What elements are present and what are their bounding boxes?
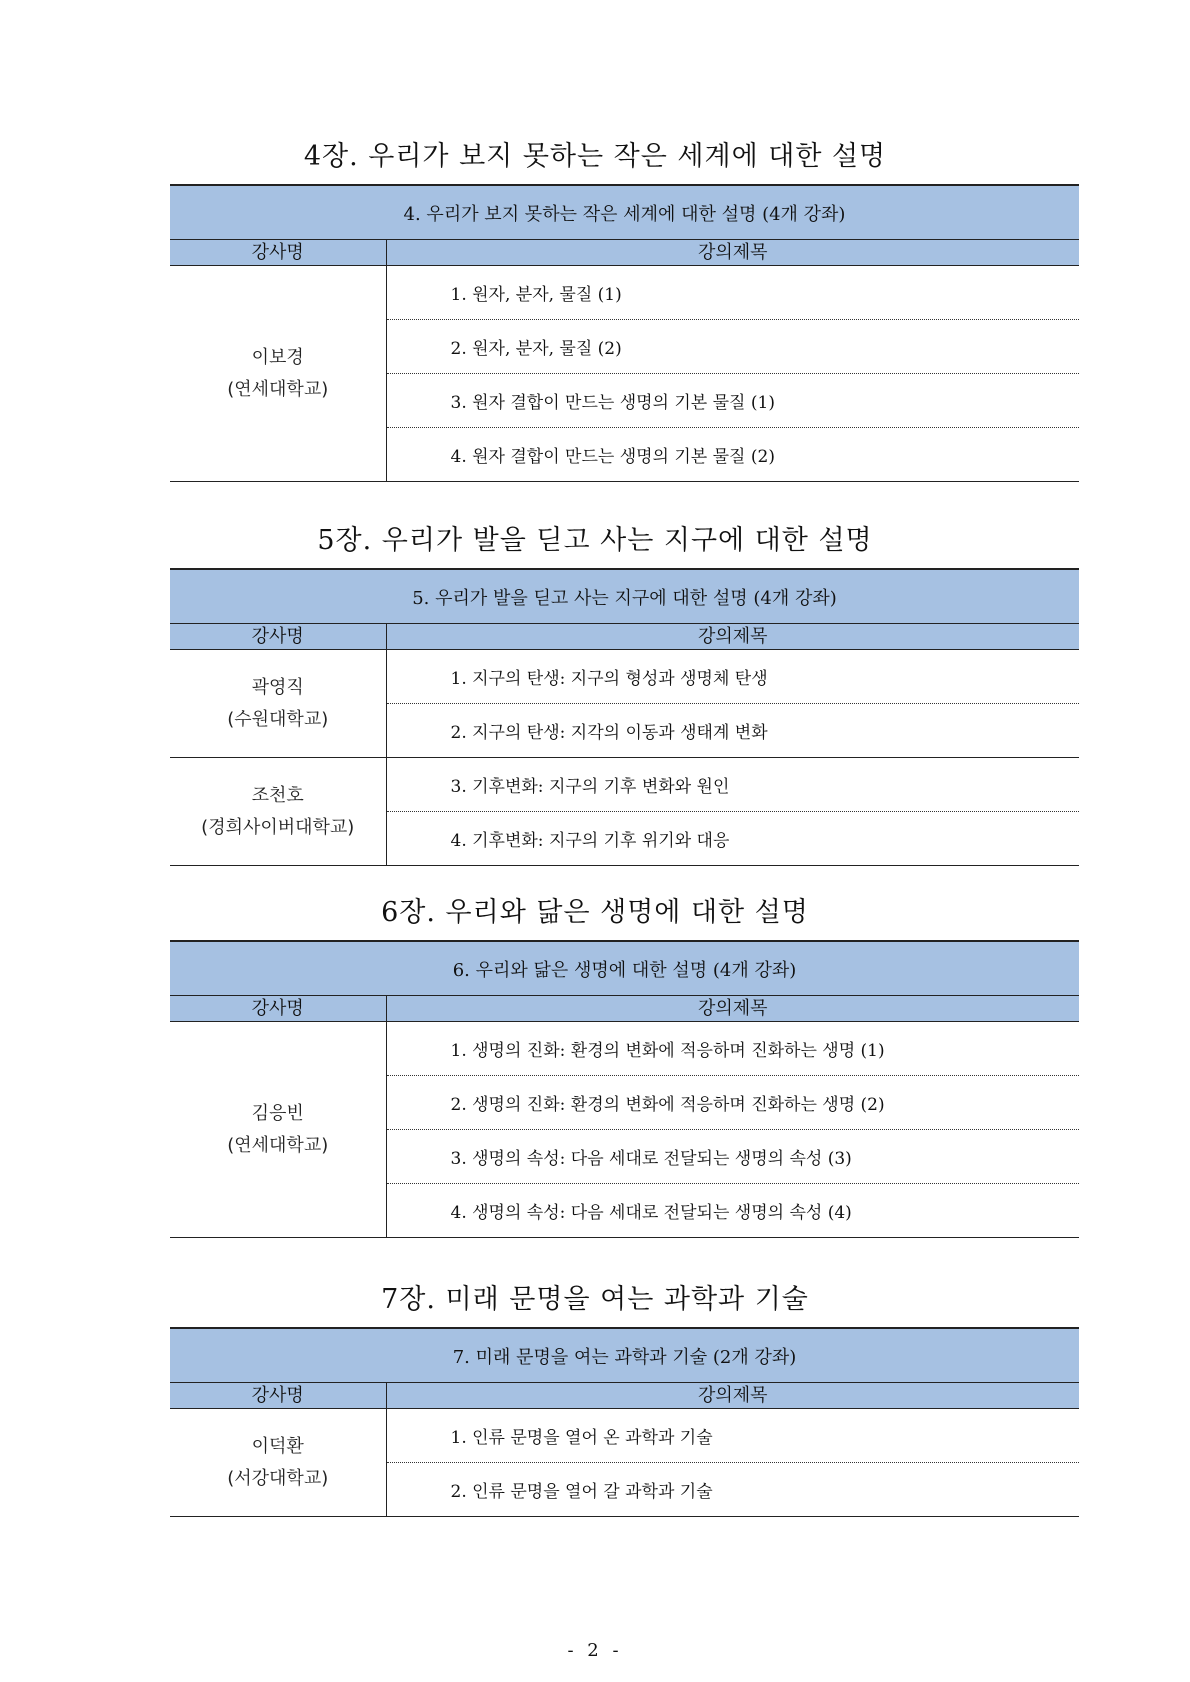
lecture-title: 1. 지구의 탄생: 지구의 형성과 생명체 탄생 [386, 650, 1079, 704]
instructor-column-header: 강사명 [170, 240, 386, 266]
table-banner: 7. 미래 문명을 여는 과학과 기술 (2개 강좌) [170, 1328, 1079, 1383]
instructor-affiliation: (경희사이버대학교) [201, 816, 355, 838]
table-row [170, 758, 1079, 812]
instructor-name: 이덕환 [251, 1435, 304, 1457]
instructor-column-header: 강사명 [170, 1383, 386, 1409]
chapter-4-title: 4장. 우리가 보지 못하는 작은 세계에 대한 설명 [303, 141, 887, 172]
lecture-column-header: 강의제목 [386, 240, 1079, 266]
lecture-title: 3. 기후변화: 지구의 기후 변화와 원인 [386, 758, 1079, 812]
table-banner: 5. 우리가 발을 딛고 사는 지구에 대한 설명 (4개 강좌) [170, 569, 1079, 624]
lecture-title: 2. 생명의 진화: 환경의 변화에 적응하며 진화하는 생명 (2) [386, 1076, 1079, 1130]
table-row [170, 650, 1079, 704]
instructor-name: 조천호 [251, 784, 304, 806]
table-row [170, 1022, 1079, 1076]
column-header-row [170, 1383, 1079, 1409]
chapter-6-table [170, 940, 1079, 1238]
instructor-cell [170, 650, 386, 758]
lecture-column-header: 강의제목 [386, 1383, 1079, 1409]
chapter-7-table [170, 1327, 1079, 1517]
table-banner: 4. 우리가 보지 못하는 작은 세계에 대한 설명 (4개 강좌) [170, 185, 1079, 240]
lecture-title: 2. 인류 문명을 열어 갈 과학과 기술 [386, 1463, 1079, 1517]
table-banner-row [170, 941, 1079, 996]
instructor-name: 곽영직 [251, 676, 304, 698]
table-banner-row [170, 185, 1079, 240]
instructor-cell [170, 1022, 386, 1238]
chapter-7-title: 7장. 미래 문명을 여는 과학과 기술 [381, 1284, 809, 1315]
table-row [170, 266, 1079, 320]
lecture-title: 1. 생명의 진화: 환경의 변화에 적응하며 진화하는 생명 (1) [386, 1022, 1079, 1076]
chapter-5-title: 5장. 우리가 발을 딛고 사는 지구에 대한 설명 [317, 525, 873, 556]
column-header-row [170, 624, 1079, 650]
instructor-cell [170, 1409, 386, 1517]
lecture-title: 3. 원자 결합이 만드는 생명의 기본 물질 (1) [386, 374, 1079, 428]
lecture-title: 2. 지구의 탄생: 지각의 이동과 생태계 변화 [386, 704, 1079, 758]
instructor-name: 김응빈 [251, 1102, 304, 1124]
instructor-cell [170, 266, 386, 482]
chapter-5-table [170, 568, 1079, 866]
lecture-column-header: 강의제목 [386, 996, 1079, 1022]
column-header-row [170, 996, 1079, 1022]
lecture-title: 4. 생명의 속성: 다음 세대로 전달되는 생명의 속성 (4) [386, 1184, 1079, 1238]
table-banner-row [170, 1328, 1079, 1383]
page-number: - 2 - [567, 1640, 623, 1661]
table-banner: 6. 우리와 닮은 생명에 대한 설명 (4개 강좌) [170, 941, 1079, 996]
instructor-column-header: 강사명 [170, 624, 386, 650]
chapter-6-title: 6장. 우리와 닮은 생명에 대한 설명 [381, 897, 809, 928]
lecture-title: 1. 인류 문명을 열어 온 과학과 기술 [386, 1409, 1079, 1463]
lecture-title: 2. 원자, 분자, 물질 (2) [386, 320, 1079, 374]
instructor-name: 이보경 [251, 346, 304, 368]
instructor-affiliation: (서강대학교) [227, 1467, 329, 1489]
lecture-title: 4. 기후변화: 지구의 기후 위기와 대응 [386, 812, 1079, 866]
column-header-row [170, 240, 1079, 266]
lecture-column-header: 강의제목 [386, 624, 1079, 650]
instructor-column-header: 강사명 [170, 996, 386, 1022]
instructor-affiliation: (연세대학교) [227, 378, 329, 400]
instructor-affiliation: (수원대학교) [227, 708, 329, 730]
chapter-4-table [170, 184, 1079, 482]
instructor-affiliation: (연세대학교) [227, 1134, 329, 1156]
lecture-title: 4. 원자 결합이 만드는 생명의 기본 물질 (2) [386, 428, 1079, 482]
lecture-title: 3. 생명의 속성: 다음 세대로 전달되는 생명의 속성 (3) [386, 1130, 1079, 1184]
table-banner-row [170, 569, 1079, 624]
instructor-cell [170, 758, 386, 866]
lecture-title: 1. 원자, 분자, 물질 (1) [386, 266, 1079, 320]
table-row [170, 1409, 1079, 1463]
